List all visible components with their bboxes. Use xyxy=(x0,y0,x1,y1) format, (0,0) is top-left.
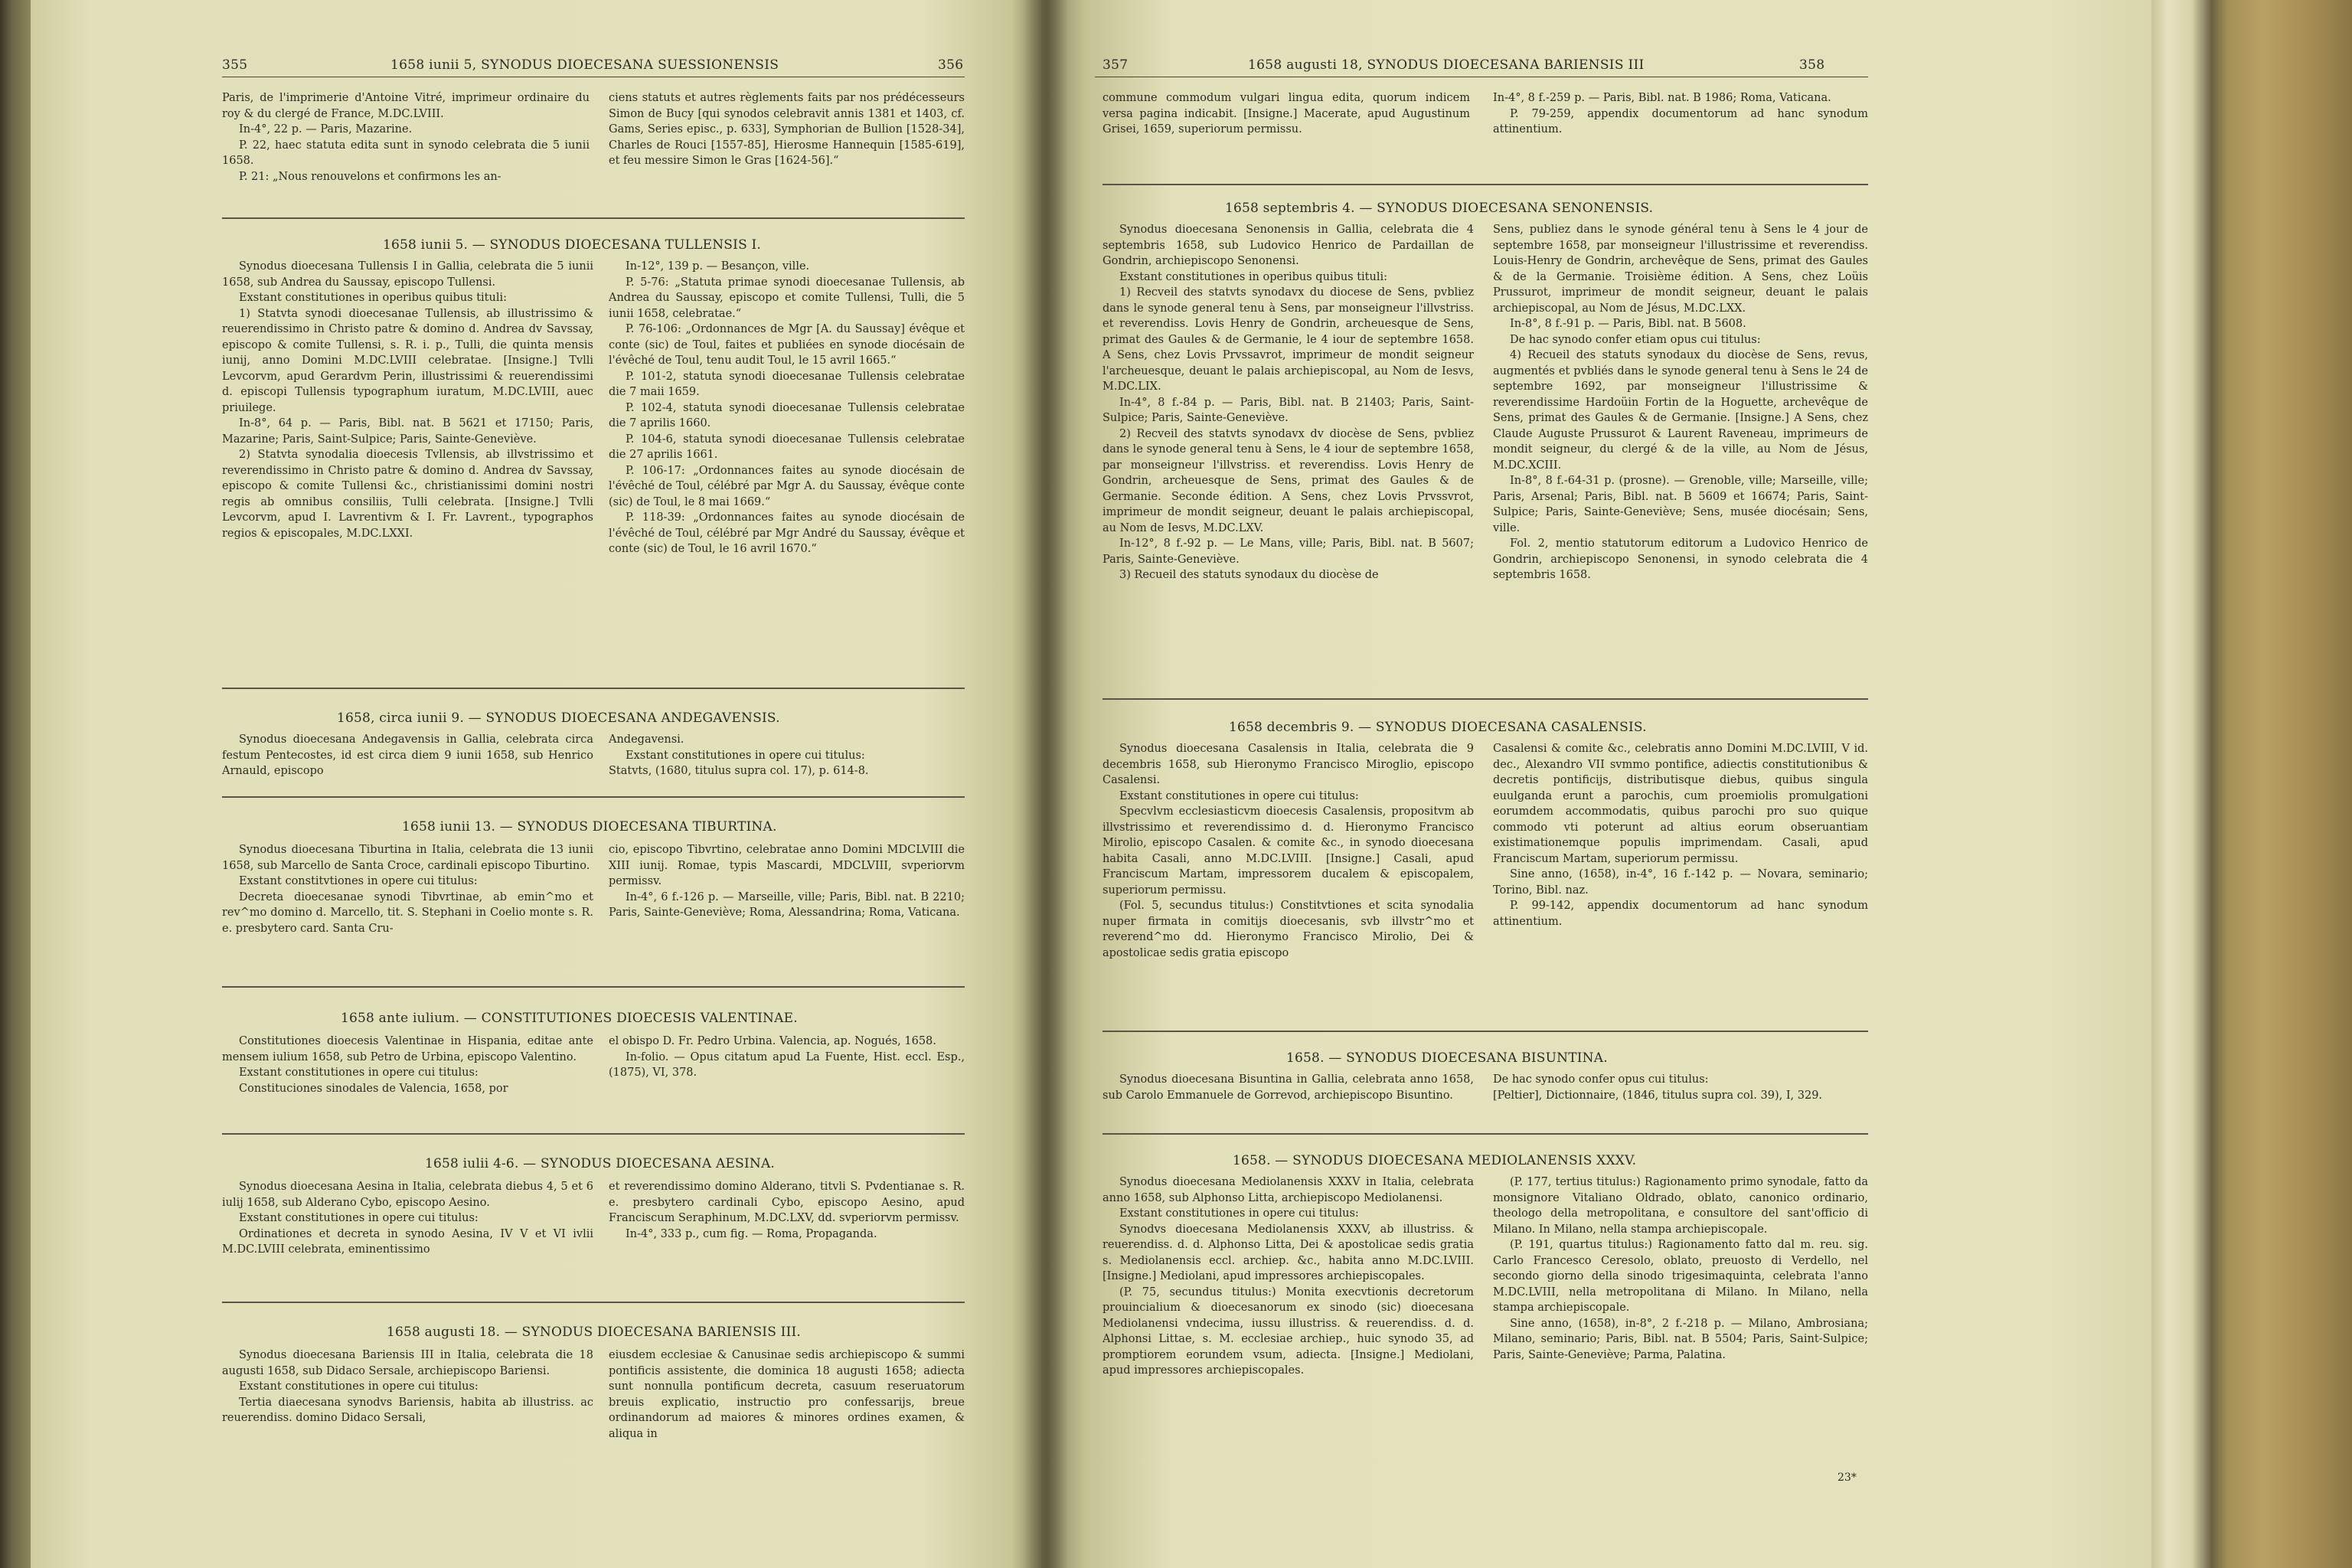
entry-senonensis-col1 xyxy=(1102,222,1474,697)
paragraph: commune commodum vulgari lingua edita, quorum indicem versa pagina indicabit. [Insigne.] Macerate, apud Augustinum Grisei, 1659, superiorum permissu. xyxy=(1102,92,1470,136)
paragraph: Sens, publiez dans le synode général tenu à Sens le 4 jour de septembre 1658, par monseigneur l'illustrissime et reverendiss. Louis-Henry de Gondrin, archevêque de Sens, primat des Gaules & de la Germanie. Troisième édition. A Sens, chez Loüis Prussurot, imprimeur de mondit seigneur, deuant le palais archiepiscopal, au Nom de Jésus, M.DC.LXX. xyxy=(1493,224,1868,315)
section-rule xyxy=(222,796,965,798)
paragraph: Exstant constitutiones in operibus quibus tituli: xyxy=(1119,270,1388,283)
paragraph: P. 106-17: „Ordonnances faites au synode diocésain de l'évêché de Toul, célébré par Mgr A. du Saussay, évêque conte (sic) de Toul, le 8 mai 1669.“ xyxy=(609,464,965,508)
entry-casalensis-col1 xyxy=(1102,741,1474,1026)
entry-heading-bisuntina: 1658. — SYNODUS DIOECESANA BISUNTINA. xyxy=(1286,1050,1608,1066)
entry-andegavensis-col1 xyxy=(222,732,593,786)
paragraph: Casalensi & comite &c., celebratis anno Domini M.DC.LVIII, V id. dec., Alexandro VII svmmo pontifice, adiectis constitutionibus & decretis pontificijs, distributisque diebus, quibus singula euulganda erunt a parochis, cum proemiolis promulgationi eorumdem accommodatis, quibus parochi pro suo quique commodo vti poterunt ad altius eorum obseruantiam existimationemque populis imprimendam. Casali, apud Franciscum Martam, superiorum permissu. xyxy=(1493,743,1868,865)
section-rule xyxy=(1102,184,1868,185)
entry-tiburtina-col1 xyxy=(222,842,593,988)
paragraph: (P. 191, quartus titulus:) Ragionamento fatto dal m. reu. sig. Carlo Francesco Ceresolo, oblato, preuosto di Verdello, nel secondo giorno della sinodo trigesimaquinta, celebrata l'anno M.DC.LVIII, nella metropolitana di Milano. In Milano, nella stampa archiepiscopale. xyxy=(1493,1239,1868,1314)
paragraph: Exstant constitutiones in opere cui titulus: xyxy=(239,1212,479,1224)
paragraph: In-4°, 8 f.-259 p. — Paris, Bibl. nat. B 1986; Roma, Vaticana. xyxy=(1493,92,1831,104)
paragraph: P. 21: „Nous renouvelons et confirmons les an- xyxy=(239,170,501,183)
right-continuation-col2 xyxy=(1493,90,1868,182)
book-gutter xyxy=(1022,0,1068,1568)
paragraph: P. 76-106: „Ordonnances de Mgr [A. du Saussay] évêque et conte (sic) de Toul, faites et publiées en synode diocésain de l'évêché de Toul, tenu audit Toul, le 15 avril 1665.“ xyxy=(609,323,965,367)
section-rule xyxy=(1102,1031,1868,1032)
left-continuation-col1 xyxy=(222,90,590,220)
left-page-number-1: 355 xyxy=(222,57,248,73)
section-rule xyxy=(1102,1133,1868,1135)
paragraph: In-8°, 64 p. — Paris, Bibl. nat. B 5621 et 17150; Paris, Mazarine; Paris, Saint-Sulpice; Paris, Sainte-Geneviève. xyxy=(222,417,593,446)
paragraph: Synodus dioecesana Tullensis I in Gallia, celebrata die 5 iunii 1658, sub Andrea du Saussay, episcopo Tullensi. xyxy=(222,260,593,289)
paragraph: P. 22, haec statuta edita sunt in synodo celebrata die 5 iunii 1658. xyxy=(222,139,590,167)
paragraph: Sine anno, (1658), in-8°, 2 f.-218 p. — Milano, Ambrosiana; Milano, seminario; Paris, Bibl. nat. B 5504; Paris, Saint-Sulpice; Paris, Sainte-Geneviève; Parma, Palatina. xyxy=(1493,1317,1868,1361)
section-rule xyxy=(1102,698,1868,700)
paragraph: (Fol. 5, secundus titulus:) Constitvtiones et scita synodalia nuper firmata in comitijs dioecesanis, svb illvstr^mo et reverend^mo dd. Hieronymo Francisco Mirolio, Dei & apostolicae sedis gratia episcopo xyxy=(1102,900,1474,959)
right-continuation-col1 xyxy=(1102,90,1470,182)
entry-heading-tullensis: 1658 iunii 5. — SYNODUS DIOECESANA TULLENSIS I. xyxy=(383,237,762,253)
entry-heading-senonensis: 1658 septembris 4. — SYNODUS DIOECESANA SENONENSIS. xyxy=(1225,201,1654,216)
paragraph: Statvts, (1680, titulus supra col. 17), p. 614-8. xyxy=(609,765,869,777)
paragraph: In-4°, 6 f.-126 p. — Marseille, ville; Paris, Bibl. nat. B 2210; Paris, Sainte-Geneviève; Roma, Alessandrina; Roma, Vaticana. xyxy=(609,890,965,919)
paragraph: In-4°, 333 p., cum fig. — Roma, Propaganda. xyxy=(626,1227,877,1240)
entry-valentinae-col1 xyxy=(222,1034,593,1133)
paragraph: Exstant constitvtiones in opere cui titulus: xyxy=(239,875,478,887)
entry-bisuntina-col2 xyxy=(1493,1072,1868,1133)
paragraph: P. 79-259, appendix documentorum ad hanc synodum attinentium. xyxy=(1493,107,1868,136)
paragraph: Synodus dioecesana Bariensis III in Italia, celebrata die 18 augusti 1658, sub Didaco Sersale, archiepiscopo Bariensi. xyxy=(222,1349,593,1377)
paragraph: Synodus dioecesana Bisuntina in Gallia, celebrata anno 1658, sub Carolo Emmanuele de Gorrevod, archiepiscopo Bisuntino. xyxy=(1102,1073,1474,1102)
entry-heading-mediolanensis: 1658. — SYNODUS DIOECESANA MEDIOLANENSIS XXXV. xyxy=(1233,1153,1637,1168)
paragraph: In-8°, 8 f.-64-31 p. (prosne). — Grenoble, ville; Marseille, ville; Paris, Arsenal; Paris, Bibl. nat. B 5609 et 16674; Paris, Saint-Sulpice; Paris, Sainte-Geneviève; Sens, musée diocésain; Sens, ville. xyxy=(1493,475,1868,534)
left-running-head xyxy=(222,54,965,77)
paragraph: In-12°, 139 p. — Besançon, ville. xyxy=(626,260,810,273)
left-running-title: 1658 iunii 5, SYNODUS DIOECESANA SUESSIONENSIS xyxy=(390,57,779,73)
paragraph: In-4°, 8 f.-84 p. — Paris, Bibl. nat. B 21403; Paris, Saint-Sulpice; Paris, Sainte-Geneviève. xyxy=(1102,396,1474,424)
paragraph: P. 104-6, statuta synodi dioecesanae Tullensis celebratae die 27 aprilis 1661. xyxy=(609,433,965,461)
paragraph: Synodus dioecesana Senonensis in Gallia, celebrata die 4 septembris 1658, sub Ludovico Henrico de Pardaillan de Gondrin, archiepiscopo Senonensi. xyxy=(1102,224,1474,267)
entry-heading-casalensis: 1658 decembris 9. — SYNODUS DIOECESANA CASALENSIS. xyxy=(1229,720,1647,735)
entry-mediolanensis-col2 xyxy=(1493,1174,1868,1481)
paragraph: Exstant constitutiones in opere cui titulus: xyxy=(239,1067,479,1079)
right-page-number-1: 357 xyxy=(1102,57,1129,73)
entry-heading-andegavensis: 1658, circa iunii 9. — SYNODUS DIOECESANA ANDEGAVENSIS. xyxy=(337,710,780,726)
entry-valentinae-col2 xyxy=(609,1034,965,1133)
entry-bisuntina-col1 xyxy=(1102,1072,1474,1133)
entry-aesina-col1 xyxy=(222,1179,593,1309)
paragraph: Tertia diaecesana synodvs Bariensis, habita ab illustriss. ac reuerendiss. domino Didaco Sersali, xyxy=(222,1396,593,1424)
entry-casalensis-col2 xyxy=(1493,741,1868,1026)
paragraph: cio, episcopo Tibvrtino, celebratae anno Domini MDCLVIII die XIII iunij. Romae, typis Mascardi, MDCLVIII, svperiorvm permissv. xyxy=(609,844,965,887)
left-continuation-col2 xyxy=(609,90,965,220)
paragraph: Andegavensi. xyxy=(609,733,684,746)
paragraph: Ordinationes et decreta in synodo Aesina, IV V et VI ivlii M.DC.LVIII celebrata, eminentissimo xyxy=(222,1227,593,1256)
entry-andegavensis-col2 xyxy=(609,732,965,786)
section-rule xyxy=(222,1133,965,1135)
paragraph: 2) Statvta synodalia dioecesis Tvllensis, ab illvstrissimo et reverendissimo in Christo patre & domino d. Andrea dv Savssay, episcopo & comite Tullensi &c., christianissimi domini nostri regis ab omnibus consiliis, Tulli celebrata. [Insigne.] Tvlli Levcorvm, apud I. Lavrentivm & I. Fr. Lavrent., typographos regios & episcopales, M.DC.LXXI. xyxy=(222,449,593,540)
paragraph: el obispo D. Fr. Pedro Urbina. Valencia, ap. Nogués, 1658. xyxy=(609,1035,936,1047)
paragraph: Constitutiones dioecesis Valentinae in Hispania, editae ante mensem iulium 1658, sub Petro de Urbina, episcopo Valentino. xyxy=(222,1035,593,1063)
paragraph: ciens statuts et autres règlements faits par nos prédécesseurs Simon de Bucy [qui synodos celebravit annis 1381 et 1403, cf. Gams, Series episc., p. 633], Symphorian de Bullion [1528-34], Charles de Rouci [1557-85], Hierosme Hannequin [1585-619], et feu messire Simon le Gras [1624-56].“ xyxy=(609,92,965,167)
entry-bariensis-col1 xyxy=(222,1348,593,1501)
entry-heading-bariensis: 1658 augusti 18. — SYNODUS DIOECESANA BARIENSIS III. xyxy=(387,1325,802,1340)
paragraph: Exstant constitutiones in opere cui titulus: xyxy=(626,749,865,762)
section-rule xyxy=(222,1302,965,1303)
left-page-number-2: 356 xyxy=(938,57,964,73)
paragraph: Fol. 2, mentio statutorum editorum a Ludovico Henrico de Gondrin, archiepiscopo Senonensi, in synodo celebrata die 4 septembris 1658. xyxy=(1493,537,1868,581)
paragraph: Decreta dioecesanae synodi Tibvrtinae, ab emin^mo et rev^mo domino d. Marcello, tit. S. Stephani in Coelio monte s. R. e. presbytero card. Santa Cru- xyxy=(222,890,593,935)
paragraph: P. 102-4, statuta synodi dioecesanae Tullensis celebratae die 7 aprilis 1660. xyxy=(609,401,965,430)
section-rule xyxy=(222,986,965,988)
right-running-head xyxy=(1095,54,1868,77)
paragraph: Specvlvm ecclesiasticvm dioecesis Casalensis, propositvm ab illvstrissimo et reverendissimo d. d. Hieronymo Francisco Mirolio, episcopo Casalen. & comite &c., in synodo dioecesana habita Casali, anno M.DC.LVIII. [Insigne.] Casali, apud Franciscum Martam, impressorem ducalem & episcopalem, superiorum permissu. xyxy=(1102,805,1474,897)
paragraph: Exstant constitutiones in opere cui titulus: xyxy=(1119,1207,1359,1220)
book-edge-right xyxy=(2151,0,2352,1568)
paragraph: Synodus dioecesana Tiburtina in Italia, celebrata die 13 iunii 1658, sub Marcello de Santa Croce, cardinali episcopo Tiburtino. xyxy=(222,844,593,872)
paragraph: In-8°, 8 f.-91 p. — Paris, Bibl. nat. B 5608. xyxy=(1510,318,1746,330)
paragraph: P. 5-76: „Statuta primae synodi dioecesanae Tullensis, ab Andrea du Saussay, episcopo et comite Tullensi, Tulli, die 5 iunii 1658, celebratae.“ xyxy=(609,276,965,320)
signature-mark: 23* xyxy=(1838,1472,1857,1484)
paragraph: Synodvs dioecesana Mediolanensis XXXV, ab illustriss. & reuerendiss. d. d. Alphonso Litta, Dei & apostolicae sedis gratia s. Mediolanensis eccl. archiep. &c., habita anno M.DC.LVIII. [Insigne.] Mediolani, apud impressores archiepiscopales. xyxy=(1102,1223,1474,1282)
section-rule xyxy=(222,688,965,689)
entry-heading-tiburtina: 1658 iunii 13. — SYNODUS DIOECESANA TIBURTINA. xyxy=(402,819,777,835)
paragraph: 2) Recveil des statvts synodavx dv diocèse de Sens, pvbliez dans le synode general tenu à Sens, le 4 iour de septembre 1658, par monseigneur l'illvstriss. et reverendiss. Lovis Henry de Gondrin, archeuesque de Sens, primat des Gaules & de Germanie. Seconde édition. A Sens, chez Lovis Prvssvrot, imprimeur de mondit seigneur, deuant le palais archiepiscopal, au Nom de Iesvs, M.DC.LXV. xyxy=(1102,427,1474,534)
paragraph: Synodus dioecesana Aesina in Italia, celebrata diebus 4, 5 et 6 iulij 1658, sub Alderano Cybo, episcopo Aesino. xyxy=(222,1181,593,1209)
paragraph: Exstant constitutiones in operibus quibus tituli: xyxy=(239,292,508,304)
entry-heading-valentinae: 1658 ante iulium. — CONSTITUTIONES DIOECESIS VALENTINAE. xyxy=(341,1011,798,1026)
paragraph: Paris, de l'imprimerie d'Antoine Vitré, imprimeur ordinaire du roy & du clergé de France, M.DC.LVIII. xyxy=(222,92,590,120)
entry-bariensis-col2 xyxy=(609,1348,965,1501)
paragraph: Sine anno, (1658), in-4°, 16 f.-142 p. — Novara, seminario; Torino, Bibl. naz. xyxy=(1493,868,1868,897)
paragraph: Synodus dioecesana Casalensis in Italia, celebrata die 9 decembris 1658, sub Hieronymo Francisco Miroglio, episcopo Casalensi. xyxy=(1102,743,1474,786)
paragraph: (P. 75, secundus titulus:) Monita execvtionis decretorum prouincialium & dioecesanorum ex sinodo (sic) dioecesana Mediolanensi vndecima, iussu illustriss. & reuerendiss. d. d. Alphonsi Littae, s. M. ecclesiae archiep., huic synodo 35, ad promptiorem eorundem vsum, adiecta. [Insigne.] Mediolani, apud impressores archiepiscopales. xyxy=(1102,1285,1474,1377)
entry-tiburtina-col2 xyxy=(609,842,965,988)
paragraph: Synodus dioecesana Mediolanensis XXXV in Italia, celebrata anno 1658, sub Alphonso Litta, archiepiscopo Mediolanensi. xyxy=(1102,1176,1474,1204)
paragraph: 1) Statvta synodi dioecesanae Tullensis, ab illustrissimo & reuerendissimo in Christo patre & domino d. Andrea dv Savssay, episcopo & comite Tullensi, s. R. i. p., Tulli, die quinta mensis iunij, anno Domini M.DC.LVIII celebratae. [Insigne.] Tvlli Levcorvm, apud Gerardvm Perin, illustrissimi & reuerendissimi d. episcopi Tullensis typographum iuratum, M.DC.LVIII, auec priuilege. xyxy=(222,307,593,414)
entry-senonensis-col2 xyxy=(1493,222,1868,697)
entry-tullensis-col2 xyxy=(609,259,965,689)
paragraph: Exstant constitutiones in opere cui titulus: xyxy=(239,1380,479,1393)
paragraph: (P. 177, tertius titulus:) Ragionamento primo synodale, fatto da monsignore Vitaliano Oldrado, oblato, canonico ordinario, theologo della metropolitana, e consultore del sant'officio di Milano. In Milano, nella stampa archiepiscopale. xyxy=(1493,1176,1868,1236)
paragraph: In-folio. — Opus citatum apud La Fuente, Hist. eccl. Esp., (1875), VI, 378. xyxy=(609,1050,965,1079)
paragraph: Synodus dioecesana Andegavensis in Gallia, celebrata circa festum Pentecostes, id est circa diem 9 iunii 1658, sub Henrico Arnauld, episcopo xyxy=(222,733,593,777)
paragraph: P. 99-142, appendix documentorum ad hanc synodum attinentium. xyxy=(1493,900,1868,928)
paragraph: 4) Recueil des statuts synodaux du diocèse de Sens, revus, augmentés et pvbliés dans le synode general tenu à Sens le 24 de septembre 1692, par monseigneur l'illustrissime & reverendissime Hardoüin Fortin de la Hoguette, archevêque de Sens, primat des Gaules & de Germanie. [Insigne.] A Sens, chez Claude Auguste Prussurot & Laurent Raveneau, imprimeurs de mondit seigneur, du clergé & de la ville, au Nom de Jésus, M.DC.XCIII. xyxy=(1493,349,1868,472)
entry-heading-aesina: 1658 iulii 4-6. — SYNODUS DIOECESANA AESINA. xyxy=(425,1156,776,1171)
book-edge-left xyxy=(0,0,31,1568)
entry-tullensis-col1 xyxy=(222,259,593,689)
paragraph: Constituciones sinodales de Valencia, 1658, por xyxy=(239,1082,508,1095)
right-page-number-2: 358 xyxy=(1799,57,1825,73)
paragraph: In-4°, 22 p. — Paris, Mazarine. xyxy=(239,123,413,136)
section-rule xyxy=(222,217,965,219)
entry-aesina-col2 xyxy=(609,1179,965,1309)
paragraph: 3) Recueil des statuts synodaux du diocèse de xyxy=(1119,569,1379,581)
paragraph: [Peltier], Dictionnaire, (1846, titulus supra col. 39), I, 329. xyxy=(1493,1089,1823,1102)
paragraph: et reverendissimo domino Alderano, titvli S. Pvdentianae s. R. e. presbytero cardinali Cybo, episcopo Aesino, apud Franciscum Seraphinum, M.DC.LXV, dd. svperiorvm permissv. xyxy=(609,1181,965,1224)
paragraph: In-12°, 8 f.-92 p. — Le Mans, ville; Paris, Bibl. nat. B 5607; Paris, Sainte-Geneviève. xyxy=(1102,537,1474,566)
paragraph: 1) Recveil des statvts synodavx du diocese de Sens, pvbliez dans le synode general tenu à Sens, par monseigneur l'illvstriss. et reverendiss. Lovis Henry de Gondrin, archeuesque de Sens, primat des Gaules & de Germanie, le 4 iour de septembre 1658. A Sens, chez Lovis Prvssavrot, imprimeur de mondit seigneur l'archeuesque, deuant le palais archiepiscopal, au Nom de Iesvs, M.DC.LIX. xyxy=(1102,286,1474,393)
entry-mediolanensis-col1 xyxy=(1102,1174,1474,1481)
paragraph: De hac synodo confer etiam opus cui titulus: xyxy=(1510,333,1761,346)
paragraph: eiusdem ecclesiae & Canusinae sedis archiepiscopo & summi pontificis assistente, die dominica 18 augusti 1658; adiecta sunt nonnulla pontificum decreta, casuum reseruatorum breuis explicatio, instructio pro confessarijs, breue ordinandorum ad maiores & minores ordines examen, & aliqua in xyxy=(609,1349,965,1440)
paragraph: P. 118-39: „Ordonnances faites au synode diocésain de l'évêché de Toul, célébré par Mgr André du Saussay, évêque et conte (sic) de Toul, le 16 avril 1670.“ xyxy=(609,511,965,555)
paragraph: P. 101-2, statuta synodi dioecesanae Tullensis celebratae die 7 maii 1659. xyxy=(609,370,965,398)
paragraph: Exstant constitutiones in opere cui titulus: xyxy=(1119,789,1359,802)
right-running-title: 1658 augusti 18, SYNODUS DIOECESANA BARIENSIS III xyxy=(1248,57,1645,73)
paragraph: De hac synodo confer opus cui titulus: xyxy=(1493,1073,1709,1086)
